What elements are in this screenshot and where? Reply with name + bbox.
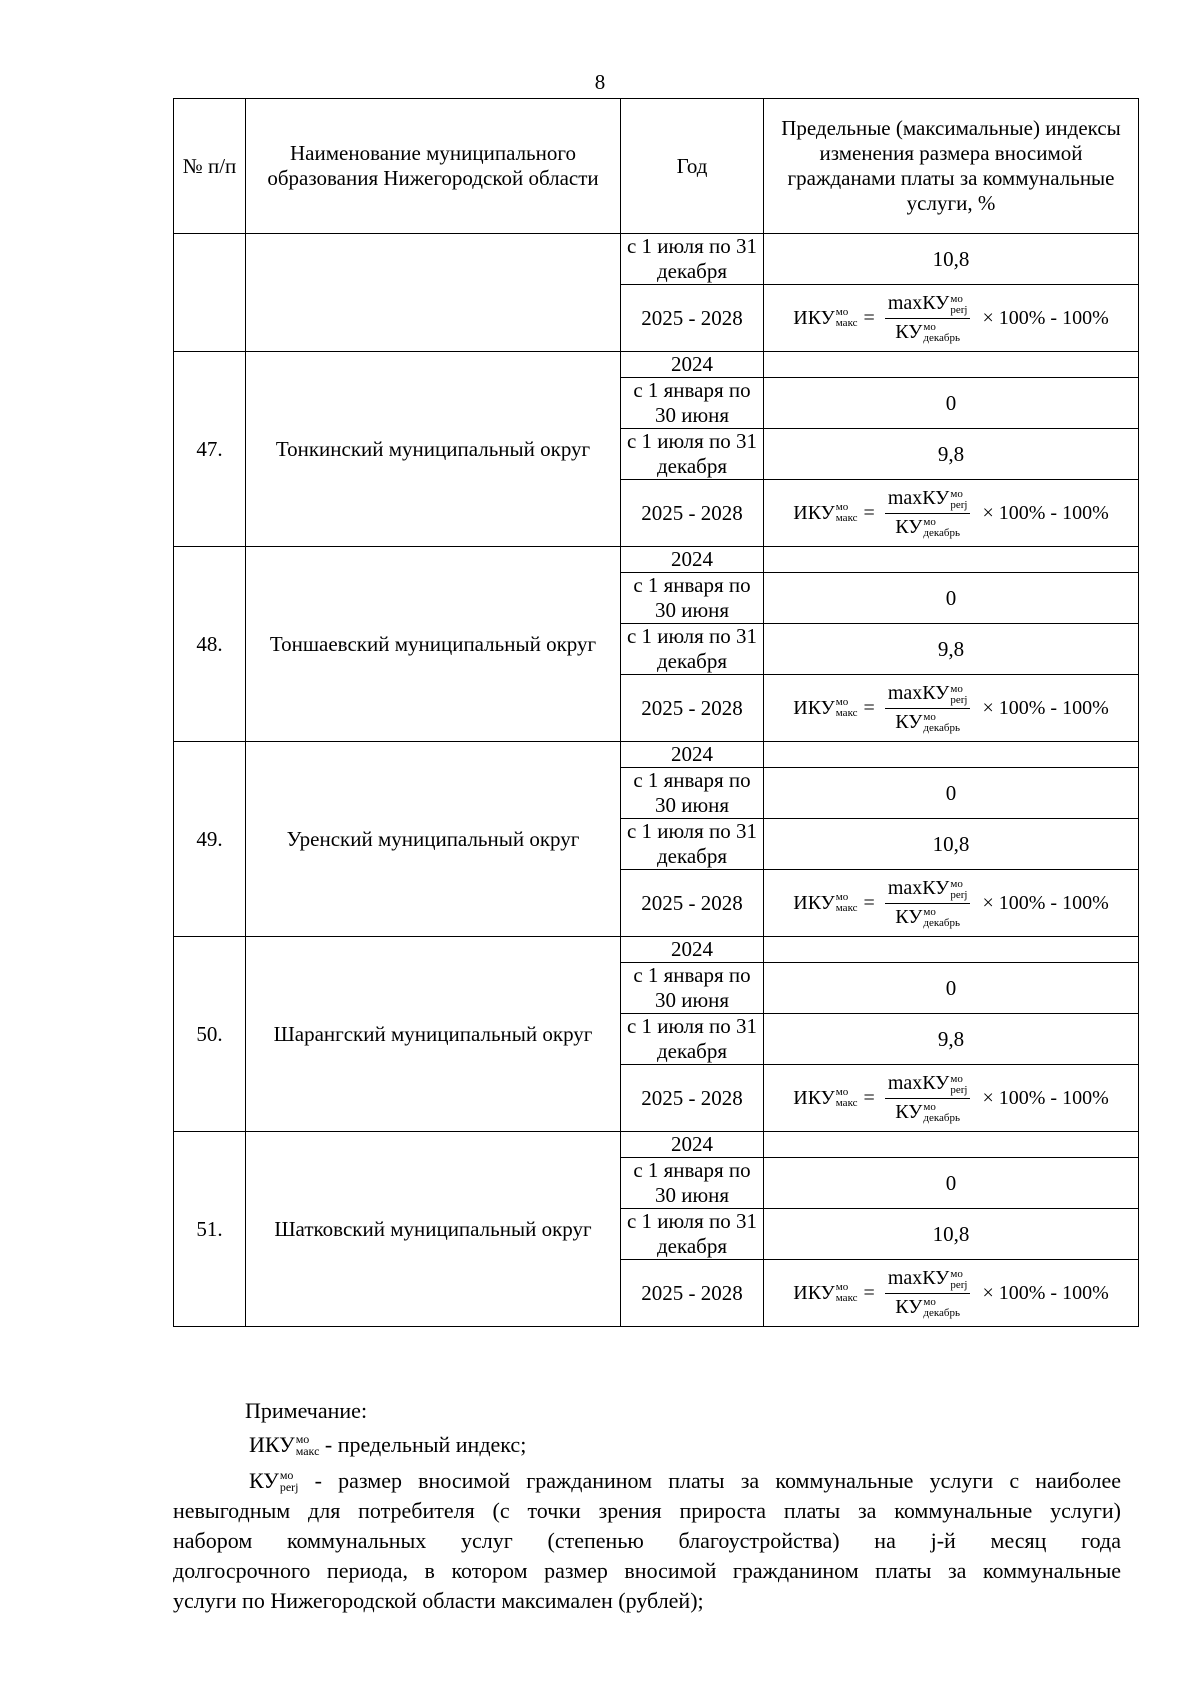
formula-den-text: КУ [895,905,923,928]
formula-lhs-sub: макс [835,902,858,914]
formula-lhs-sup: мо [835,696,849,708]
ku-symbol-text: КУ [249,1468,279,1493]
formula-num-sub: perj [950,693,968,706]
cell-formula [764,480,1139,547]
ik-symbol [249,1430,319,1460]
formula-den-text: КУ [895,1100,923,1123]
formula-den-sub: декабрь [923,331,961,344]
formula-fraction [885,1267,971,1319]
formula-den-sup: мо [923,710,936,723]
cell-period: 2025 - 2028 [621,1065,764,1132]
cell-value-empty [764,352,1139,378]
cell-period: с 1 января по 30 июня [621,768,764,819]
formula-eq: = [863,696,875,719]
cell-num: 50. [174,937,246,1132]
cell-period: с 1 июля по 31 декабря [621,1209,764,1260]
formula-eq: = [863,1281,875,1304]
cell-year: 2024 [621,547,764,573]
formula-denominator [892,319,963,344]
ik-sup: мо [295,1432,310,1446]
cell-value: 9,8 [764,1014,1139,1065]
formula-eq: = [863,501,875,524]
cell-value: 0 [764,768,1139,819]
ik-symbol-text: ИКУ [249,1432,295,1457]
ku-description-4: долгосрочного периода, в котором размер вносимой гражданином платы за коммунальные [173,1558,1121,1583]
cell-year: 2024 [621,937,764,963]
cell-period: с 1 января по 30 июня [621,378,764,429]
formula-lhs-sup: мо [835,1086,849,1098]
cell-period: 2025 - 2028 [621,870,764,937]
table-row [174,937,1139,963]
formula-numerator [885,1267,971,1293]
formula-den-sup: мо [923,515,936,528]
formula-den-text: КУ [895,320,923,343]
formula-numerator [885,292,971,318]
ku-sup: мо [279,1468,294,1482]
cell-num: 47. [174,352,246,547]
formula-num-text: maxКУ [887,682,950,705]
cell-municipality: Уренский муниципальный округ [246,742,621,937]
cell-period: с 1 июля по 31 декабря [621,234,764,285]
formula-num-text: maxКУ [887,1267,950,1290]
formula-eq: = [863,306,875,329]
formula-den-text: КУ [895,1295,923,1318]
formula-num-sup: мо [950,682,963,695]
cell-period: с 1 июля по 31 декабря [621,624,764,675]
cell-value: 0 [764,963,1139,1014]
formula-num-sup: мо [950,1072,963,1085]
formula-den-sup: мо [923,1100,936,1113]
cell-period: с 1 января по 30 июня [621,573,764,624]
formula-lhs-sub: макс [835,317,858,329]
formula-num-sub: perj [950,888,968,901]
ku-description-2: невыгодным для потребителя (с точки зрения прироста платы за коммунальные услуги) [173,1498,1121,1523]
cell-municipality: Тоншаевский муниципальный округ [246,547,621,742]
cell-value: 10,8 [764,234,1139,285]
cell-year: 2024 [621,742,764,768]
formula-lhs-sup: мо [835,1281,849,1293]
formula-lhs-sub: макс [835,1292,858,1304]
formula-num-text: maxКУ [887,292,950,315]
formula-denominator [892,709,963,734]
cell-period: 2025 - 2028 [621,285,764,352]
formula-numerator [885,682,971,708]
formula-denominator [892,514,963,539]
cell-num: 51. [174,1132,246,1327]
formula-num-text: maxКУ [887,877,950,900]
formula-num-sup: мо [950,487,963,500]
formula-num-sub: perj [950,303,968,316]
table-row [174,547,1139,573]
page-number: 8 [594,70,606,94]
header-col-name: Наименование муниципального образования Нижегородской области [246,99,621,234]
cell-value-empty [764,547,1139,573]
cell-period: 2025 - 2028 [621,675,764,742]
formula-num-sup: мо [950,292,963,305]
cell-value: 0 [764,1158,1139,1209]
index-formula [793,487,1108,539]
formula-tail: × 100% - 100% [982,501,1109,524]
formula-lhs: ИКУ [793,1281,835,1304]
formula-num-sup: мо [950,877,963,890]
formula-den-sup: мо [923,1295,936,1308]
formula-eq: = [863,891,875,914]
formula-numerator [885,487,971,513]
ku-description-5: услуги по Нижегородской области максимален (рублей); [173,1588,704,1613]
notes-section [173,1396,1121,1616]
formula-den-sub: декабрь [923,916,961,929]
formula-num-text: maxКУ [887,487,950,510]
index-formula [793,1267,1108,1319]
cell-num-empty [174,234,246,352]
cell-formula [764,1065,1139,1132]
index-formula [793,1072,1108,1124]
cell-municipality: Шарангский муниципальный округ [246,937,621,1132]
cell-value: 9,8 [764,624,1139,675]
formula-lhs: ИКУ [793,1086,835,1109]
header-col-num: № п/п [174,99,246,234]
cell-num: 49. [174,742,246,937]
formula-fraction [885,682,971,734]
table-row [174,352,1139,378]
formula-lhs-sup: мо [835,891,849,903]
formula-den-sup: мо [923,905,936,918]
cell-formula [764,870,1139,937]
formula-num-sup: мо [950,1267,963,1280]
ku-symbol [249,1466,298,1496]
formula-tail: × 100% - 100% [982,1281,1109,1304]
cell-period: 2025 - 2028 [621,480,764,547]
ku-description-3: набором коммунальных услуг (степенью благоустройства) на j-й месяц года [173,1528,1121,1553]
cell-municipality: Тонкинский муниципальный округ [246,352,621,547]
formula-num-sub: perj [950,498,968,511]
cell-value: 9,8 [764,429,1139,480]
formula-numerator [885,1072,971,1098]
formula-fraction [885,1072,971,1124]
formula-tail: × 100% - 100% [982,891,1109,914]
header-col-year: Год [621,99,764,234]
formula-lhs-sub: макс [835,1097,858,1109]
formula-num-text: maxКУ [887,1072,950,1095]
cell-period: с 1 июля по 31 декабря [621,1014,764,1065]
formula-den-sub: декабрь [923,1306,961,1319]
formula-lhs: ИКУ [793,306,835,329]
cell-value-empty [764,742,1139,768]
formula-lhs-sub: макс [835,707,858,719]
formula-fraction [885,487,971,539]
table-header-row [174,99,1139,234]
cell-value: 10,8 [764,819,1139,870]
formula-den-sub: декабрь [923,721,961,734]
formula-lhs: ИКУ [793,696,835,719]
cell-value: 0 [764,378,1139,429]
formula-lhs: ИКУ [793,501,835,524]
cell-municipality: Шатковский муниципальный округ [246,1132,621,1327]
table-row [174,742,1139,768]
cell-name-empty [246,234,621,352]
cell-value: 0 [764,573,1139,624]
cell-value-empty [764,937,1139,963]
formula-lhs-sup: мо [835,501,849,513]
ik-sub: макс [295,1444,320,1458]
formula-fraction [885,292,971,344]
table-row [174,1132,1139,1158]
formula-den-sub: декабрь [923,1111,961,1124]
header-col-index: Предельные (максимальные) индексы изменения размера вносимой гражданами платы за коммунальные услуги, % [764,99,1139,234]
formula-lhs-sup: мо [835,306,849,318]
index-table [173,98,1139,1327]
formula-den-text: КУ [895,710,923,733]
formula-den-text: КУ [895,515,923,538]
note-ik [173,1430,1121,1460]
cell-value-empty [764,1132,1139,1158]
index-formula [793,877,1108,929]
formula-eq: = [863,1086,875,1109]
formula-denominator [892,1099,963,1124]
formula-lhs: ИКУ [793,891,835,914]
cell-period: с 1 июля по 31 декабря [621,429,764,480]
cell-period: с 1 июля по 31 декабря [621,819,764,870]
formula-tail: × 100% - 100% [982,306,1109,329]
formula-num-sub: perj [950,1083,968,1096]
ku-description-1: - размер вносимой гражданином платы за коммунальные услуги с наиболее [298,1468,1121,1493]
cell-year: 2024 [621,1132,764,1158]
index-formula [793,682,1108,734]
formula-fraction [885,877,971,929]
cell-period: 2025 - 2028 [621,1260,764,1327]
cell-formula [764,285,1139,352]
formula-den-sup: мо [923,320,936,333]
table-row [174,234,1139,285]
cell-period: с 1 января по 30 июня [621,1158,764,1209]
formula-lhs-sub: макс [835,512,858,524]
cell-year: 2024 [621,352,764,378]
notes-title: Примечание: [245,1398,368,1423]
index-formula [793,292,1108,344]
formula-tail: × 100% - 100% [982,1086,1109,1109]
formula-denominator [892,1294,963,1319]
cell-formula [764,1260,1139,1327]
cell-num: 48. [174,547,246,742]
formula-num-sub: perj [950,1278,968,1291]
cell-formula [764,675,1139,742]
ku-sub: perj [279,1480,299,1494]
formula-den-sub: декабрь [923,526,961,539]
formula-denominator [892,904,963,929]
cell-value: 10,8 [764,1209,1139,1260]
cell-period: с 1 января по 30 июня [621,963,764,1014]
formula-tail: × 100% - 100% [982,696,1109,719]
formula-numerator [885,877,971,903]
ik-description: - предельный индекс; [319,1432,527,1457]
note-ku [173,1466,1121,1496]
